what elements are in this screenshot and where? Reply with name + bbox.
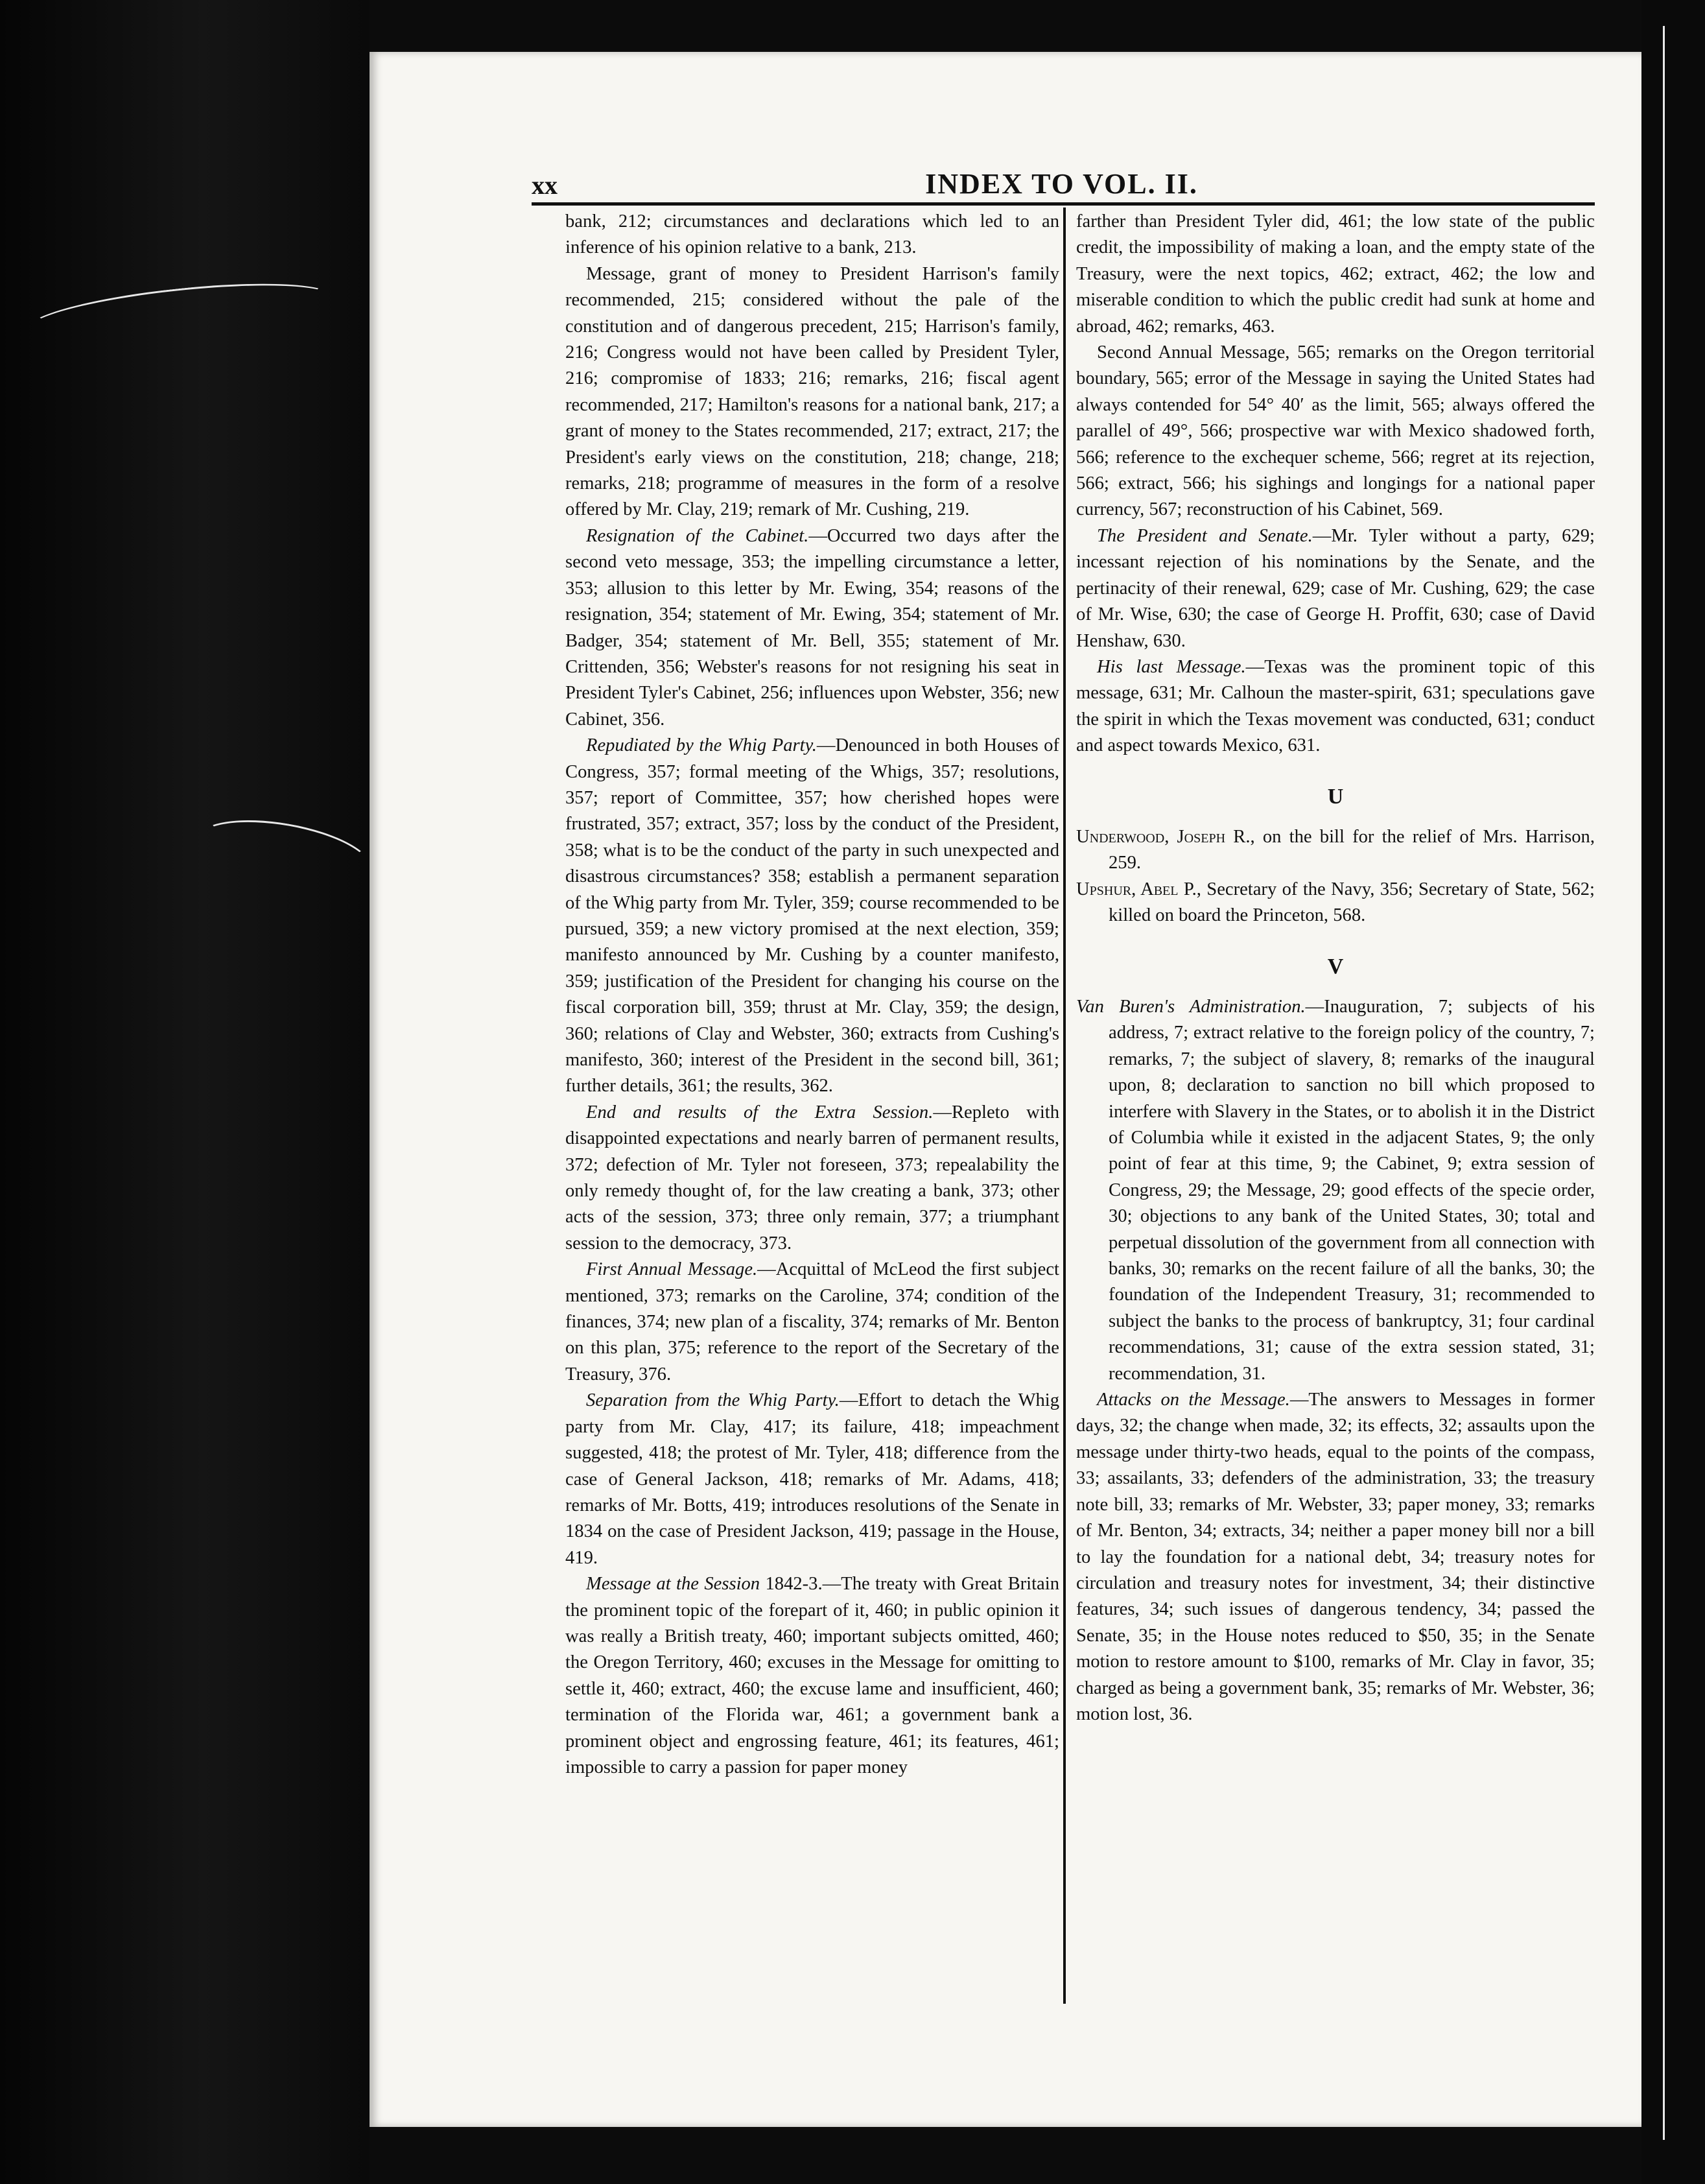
index-entry-heading: First Annual Message. <box>586 1259 758 1280</box>
index-entry-text: —Inauguration, 7; subjects of his address, 7; extract relative to the foreign policy of the country, 7; remarks, 7; the subject of slavery, 8; remarks of the inaugural upon, 8; declaration to sanction no bill which proposed to interfere with Slavery in the States, or to abolish it in the District of Columbia while it existed in the adjacent States, 9; the only point of fear at this time, 9; the Cabinet, 9; extra session of Congress, 29; the Message, 29; good effects of the specie order, 30; objections to any bank of the United States, 30; total and perpetual dissolution of the government from all connection with banks, 30; remarks on the recent failure of all the banks, 30; the foundation of the Independent Treasury, 31; recommended to subject the banks to the process of bankruptcy, 31; four cardinal recommendations, 31; cause of the extra session stated, 31; recommendation, 31. <box>1109 996 1595 1384</box>
index-entry-heading: Upshur, Abel P. <box>1076 879 1197 899</box>
index-entry-heading: Van Buren's Administration. <box>1076 996 1306 1017</box>
index-entry-text: —Mr. Tyler without a party, 629; incessant rejection of his nominations by the Senate, and the pertinacity of their renewal, 629; case of Mr. Cushing, 629; the case of Mr. Wise, 630; the case of George H. Proffit, 630; case of David Henshaw, 630. <box>1076 525 1595 651</box>
index-entry-heading: End and results of the Extra Session. <box>586 1102 934 1122</box>
index-entry-heading: Underwood, Joseph R. <box>1076 826 1251 847</box>
index-entry-text: , Secretary of the Navy, 356; Secretary of State, 562; killed on board the Princeton, 568. <box>1109 879 1595 926</box>
index-entry-text: , on the bill for the relief of Mrs. Harrison, 259. <box>1109 826 1595 873</box>
index-entry-text: Message, grant of money to President Harrison's family recommended, 215; considered without the pale of the constitution and of dangerous precedent, 215; Harrison's family, 216; Congress would not have been called by President Tyler, 216; compromise of 1833; 216; remarks, 216; fiscal agent recommended, 217; Hamilton's reasons for a national bank, 217; a grant of money to the States recommended, 217; extract, 217; the President's early views on the constitution, 218; change, 218; remarks, 218; programme of measures in the form of a resolve offered by Mr. Clay, 219; remark of Mr. Cushing, 219. <box>565 263 1059 520</box>
index-entry-heading: Attacks on the Message. <box>1097 1390 1290 1410</box>
index-entry <box>565 1571 1059 1781</box>
index-entry-heading: Resignation of the Cabinet. <box>586 525 809 546</box>
index-letter-heading: V <box>1327 954 1344 979</box>
index-entry <box>565 523 1059 733</box>
scan-edge-line <box>1663 26 1665 2140</box>
index-entry <box>565 733 1059 1100</box>
index-entry <box>1076 654 1595 759</box>
index-entry-text: —Effort to detach the Whig party from Mr. Clay, 417; its failure, 418; impeachment suggested, 418; the protest of Mr. Tyler, 418; difference from the case of General Jackson, 418; remarks of Mr. Adams, 418; remarks of Mr. Botts, 419; introduces resolutions of the Senate in 1834 on the case of President Jackson, 419; passage in the House, 419. <box>565 1390 1059 1568</box>
index-entry <box>1076 209 1595 340</box>
index-letter-heading: U <box>1327 784 1344 809</box>
header-rule <box>532 202 1595 206</box>
page-number: xx <box>532 171 558 200</box>
index-entry-text: bank, 212; circumstances and declarations which led to an inference of his opinion relative to a bank, 213. <box>565 211 1059 258</box>
index-entry-heading: Message at the Session <box>586 1574 760 1595</box>
index-entry <box>1076 824 1595 877</box>
index-entry-text: farther than President Tyler did, 461; the low state of the public credit, the impossibility of making a loan, and the empty state of the Treasury, were the next topics, 462; extract, 462; the low and miserable condition to which the public credit had sunk at home and abroad, 462; remarks, 463. <box>1076 211 1595 337</box>
index-entry-heading: His last Message. <box>1097 656 1246 677</box>
index-column-left <box>565 209 1059 1781</box>
index-entry-text: —Denounced in both Houses of Congress, 357; formal meeting of the Whigs, 357; resolutions, 357; report of Committee, 357; how cherished hopes were frustrated, 357; extract, 357; loss by the conduct of the President, 358; what is to be the conduct of the party in such unexpected and disastrous circumstances? 358; establish a permanent separation of the Whig party from Mr. Tyler, 359; course recommended to be pursued, 359; a new victory promised at the next election, 359; manifesto announced by Mr. Cushing by a counter manifesto, 359; justification of the President for changing his course on the fiscal corporation bill, 359; thrust at Mr. Clay, 359; the design, 360; relations of Clay and Webster, 360; extracts from Cushing's manifesto, 360; interest of the President in the second bill, 361; further details, 361; the results, 362. <box>565 735 1059 1097</box>
index-entry-text: 1842-3.—The treaty with Great Britain the prominent topic of the forepart of it, 460; in public opinion it was really a British treaty, 460; important subjects omitted, 460; the Oregon Territory, 460; excuses in the Message for omitting to settle it, 460; extract, 460; the excuse lame and insufficient, 460; termination of the Florida war, 461; a government bank a prominent object and engrossing feature, 461; its features, 461; impossible to carry a passion for paper money <box>565 1574 1059 1777</box>
running-title: INDEX TO VOL. II. <box>925 168 1198 200</box>
column-divider <box>1063 208 1066 2004</box>
index-entry <box>1076 877 1595 929</box>
index-entry <box>1076 523 1595 654</box>
index-entry <box>565 1100 1059 1257</box>
index-entry-text: —Acquittal of McLeod the first subject mentioned, 373; remarks on the Caroline, 374; condition of the finances, 374; new plan of a fiscality, 374; remarks of Mr. Benton on this plan, 375; reference to the report of the Secretary of the Treasury, 376. <box>565 1259 1059 1384</box>
index-entry-heading: The President and Senate. <box>1097 525 1313 546</box>
index-entry-text: —Repleto with disappointed expectations and nearly barren of permanent results, 372; defection of Mr. Tyler not foreseen, 373; repealability the only remedy thought of, for the law creating a bank, 373; other acts of the session, 373; three only remain, 377; a triumphant session to the democracy, 373. <box>565 1102 1060 1253</box>
index-entry-text: Second Annual Message, 565; remarks on the Oregon territorial boundary, 565; error of the Message in saying the United States had always contended for 54° 40′ as the limit, 565; always offered the parallel of 49°, 566; prospective war with Mexico shadowed forth, 566; reference to the exchequer scheme, 566; regret at its rejection, 566; extract, 566; his sighings and longings for a national paper currency, 567; reconstruction of his Cabinet, 569. <box>1076 342 1595 520</box>
page-header <box>532 162 1592 201</box>
index-entry <box>565 1257 1059 1388</box>
index-column-right <box>1076 209 1595 1727</box>
index-entry-heading: Repudiated by the Whig Party. <box>586 735 817 756</box>
index-entry <box>1076 994 1595 1387</box>
index-entry-heading: Separation from the Whig Party. <box>586 1390 840 1411</box>
index-entry <box>1076 340 1595 523</box>
index-entry-text: —Texas was the prominent topic of this message, 631; Mr. Calhoun the master-spirit, 631; speculations gave the spirit in which the Texas movement was conducted, 631; conduct and aspect towards Mexico, 631. <box>1076 656 1595 756</box>
scan-background-right <box>1641 0 1705 2184</box>
index-entry-text: —Occurred two days after the second veto message, 353; the impelling circumstance a letter, 353; allusion to this letter by Mr. Ewing, 354; reasons of the resignation, 354; statement of Mr. Ewing, 354; statement of Mr. Badger, 354; statement of Mr. Bell, 355; statement of Mr. Crittenden, 356; Webster's reasons for not resigning his seat in President Tyler's Cabinet, 256; influences upon Webster, 356; new Cabinet, 356. <box>565 525 1059 730</box>
index-entry <box>565 1388 1059 1571</box>
index-entry <box>1076 1387 1595 1727</box>
index-entry-text: —The answers to Messages in former days, 32; the change when made, 32; its effects, 32; assaults upon the message under thirty-two heads, equal to the points of the compass, 33; assailants, 33; defenders of the administration, 33; the treasury note bill, 33; remarks of Mr. Webster, 33; paper money, 33; remarks of Mr. Benton, 34; extracts, 34; neither a paper money bill nor a bill to lay the foundation for a national debt, 34; treasury notes for circulation and treasury notes for investment, 34; their distinctive features, 34; such issues of dangerous tendency, 34; passed the Senate, 35; in the House notes reduced to $50, 35; in the Senate motion to restore amount to $100, remarks of Mr. Clay in favor, 35; charged as being a government bank, 35; remarks of Mr. Webster, 36; motion lost, 36. <box>1076 1390 1595 1724</box>
index-entry <box>565 261 1059 523</box>
index-entry <box>565 209 1059 261</box>
